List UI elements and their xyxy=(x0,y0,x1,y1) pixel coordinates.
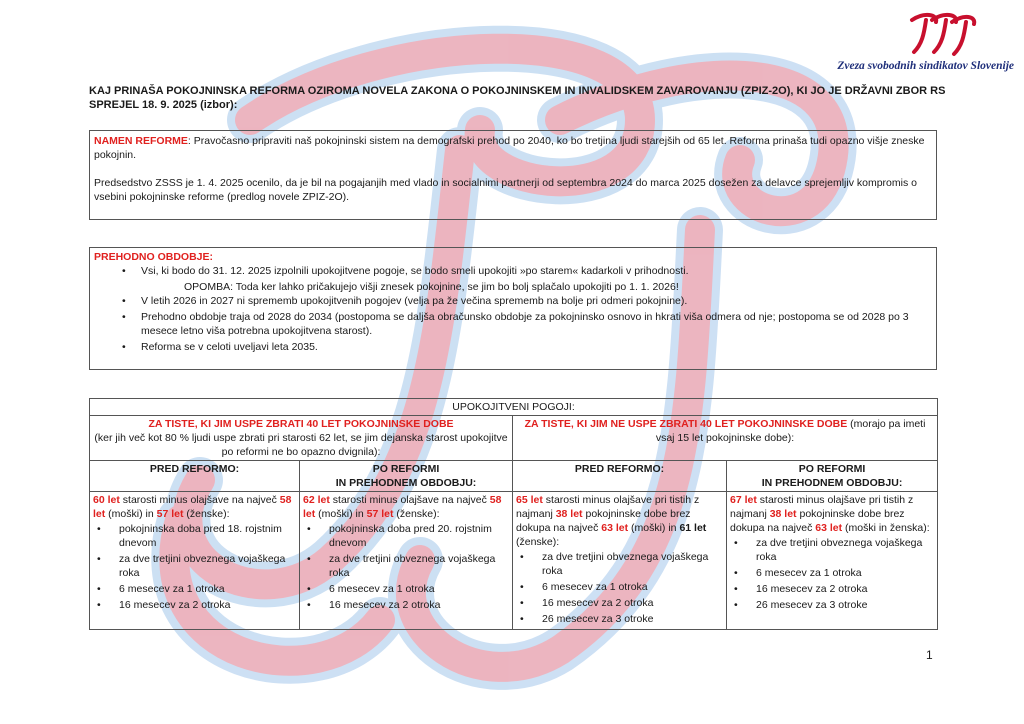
bullet-icon: • xyxy=(307,583,311,595)
transition-list-2 xyxy=(94,294,932,354)
cell-a-before: 60 let starosti minus olajšave na največ 58 let (moški) in 57 let (ženske): • pokojninska doba pred 18. rojstnim dnevom • za dve tretjini obveznega vojaškega roka • 6 mesecev za 1 otroka • 16 mesecev za 2 otroka xyxy=(90,492,300,630)
list-item: • 6 mesecev za 1 otroka xyxy=(520,581,648,593)
list-item: • za dve tretjini obveznega vojaškega roka xyxy=(520,551,709,577)
organization-name: Zveza svobodnih sindikatov Slovenije xyxy=(837,60,1014,72)
bullet-icon: • xyxy=(122,265,126,277)
purpose-box xyxy=(89,130,937,220)
cell-b-before: 65 let starosti minus olajšave pri tistih z najmanj 38 let pokojninske dobe brez dokupa na največ 63 let (moški) in 61 let (ženske): • za dve tretjini obveznega vojaškega roka • 6 mesecev za 1 otroka • 16 mesecev za 2 otroka • 26 mesecev za 3 otroke xyxy=(513,492,727,630)
transition-list xyxy=(94,264,932,278)
bullet-icon: • xyxy=(122,295,126,307)
col-header-after-a: PO REFORMI IN PREHODNEM OBDOBJU: xyxy=(300,461,513,492)
cell-a-after: 62 let starosti minus olajšave na največ 58 let (moški) in 57 let (ženske): • pokojninska doba pred 20. rojstnim dnevom • za dve tretjini obveznega vojaškega roka • 6 mesecev za 1 otroka • 16 mesecev za 2 otroka xyxy=(300,492,513,630)
group-a-title: ZA TISTE, KI JIM USPE ZBRATI 40 LET POKOJNINSKE DOBE xyxy=(148,418,454,430)
bullet-icon: • xyxy=(734,599,738,611)
bullet-icon: • xyxy=(520,613,524,625)
transition-label: PREHODNO OBDOBJE: xyxy=(94,251,214,263)
list-item: • 26 mesecev za 3 otroke xyxy=(734,599,868,611)
retirement-conditions-table xyxy=(89,398,938,630)
bullet-icon: • xyxy=(734,583,738,595)
col-header-after-b: PO REFORMI IN PREHODNEM OBDOBJU: xyxy=(727,461,938,492)
relief-list xyxy=(730,536,934,612)
group-a-subtitle: (ker jih več kot 80 % ljudi uspe zbrati pri starosti 62 let, se jim dejanska starost upokojitve po reformi ne bo opazno dvignila): xyxy=(94,432,508,458)
list-item: • za dve tretjini obveznega vojaškega roka xyxy=(307,553,496,579)
list-item: • Vsi, ki bodo do 31. 12. 2025 izpolnili upokojitvene pogoje, se bodo smeli upokojiti »po starem« kadarkoli v prihodnosti. xyxy=(122,265,689,277)
bullet-icon: • xyxy=(734,537,738,549)
relief-list xyxy=(303,522,509,612)
bullet-icon: • xyxy=(520,597,524,609)
bullet-icon: • xyxy=(734,567,738,579)
bullet-icon: • xyxy=(122,311,126,323)
document-title: KAJ PRINAŠA POKOJNINSKA REFORMA OZIROMA NOVELA ZAKONA O POKOJNINSKEM IN INVALIDSKEM ZAVAROVANJU (ZPIZ-2O), KI JO JE DRŽAVNI ZBOR RS SPREJEL 18. 9. 2025 (izbor): xyxy=(89,85,946,111)
list-item: • 16 mesecev za 2 otroka xyxy=(97,599,231,611)
cell-b-after: 67 let starosti minus olajšave pri tistih z najmanj 38 let pokojninske dobe brez dokupa na največ 63 let (moški in ženska): • za dve tretjini obveznega vojaškega roka • 6 mesecev za 1 otroka • 16 mesecev za 2 otroka • 26 mesecev za 3 otroke xyxy=(727,492,938,630)
bullet-icon: • xyxy=(520,581,524,593)
bullet-icon: • xyxy=(97,583,101,595)
group-b-subtitle: (morajo pa imeti vsaj 15 let pokojninske dobe): xyxy=(655,418,926,444)
bullet-icon: • xyxy=(122,341,126,353)
purpose-text: : Pravočasno pripraviti naš pokojninski sistem na demografski prehod po 2040, ko bo tretjina ljudi starejših od 65 let. Reforma prinaša tudi opazno višje zneske pokojnin. xyxy=(94,135,925,161)
bullet-icon: • xyxy=(307,599,311,611)
bullet-icon: • xyxy=(97,599,101,611)
relief-list xyxy=(516,550,723,626)
purpose-paragraph xyxy=(94,134,932,162)
group-a-header xyxy=(90,416,513,461)
list-item: • 16 mesecev za 2 otroka xyxy=(520,597,654,609)
list-item: • Prehodno obdobje traja od 2028 do 2034 (postopoma se daljša obračunsko obdobje za pokojninsko osnovo in hkrati viša odmera od nje; postopoma se od 2028 po 3 mesece letno viša potrebna upokojitvena starost). xyxy=(122,311,909,337)
bullet-icon: • xyxy=(307,523,311,535)
bullet-icon: • xyxy=(520,551,524,563)
bullet-icon: • xyxy=(97,553,101,565)
presidency-paragraph: Predsedstvo ZSSS je 1. 4. 2025 ocenilo, da je bil na pogajanjih med vlado in socialnimi partnerji od septembra 2024 do marca 2025 dosežen za delavce sprejemljiv kompromis o vsebini pokojninske reforme (predlog novele ZPIZ-2O). xyxy=(94,177,917,203)
list-item: • Reforma se v celoti uveljavi leta 2035. xyxy=(122,341,318,353)
group-b-title: ZA TISTE, KI JIM NE USPE ZBRATI 40 LET POKOJNINSKE DOBE xyxy=(524,418,848,430)
col-header-before-b: PRED REFORMO: xyxy=(513,461,727,492)
list-item: • 6 mesecev za 1 otroka xyxy=(307,583,435,595)
page-number: 1 xyxy=(926,648,933,662)
list-item: • 16 mesecev za 2 otroka xyxy=(734,583,868,595)
transition-box xyxy=(89,247,937,370)
transition-note: OPOMBA: Toda ker lahko pričakujejo višji znesek pokojnine, se jim bo bolj splačalo upokojiti po 1. 1. 2026! xyxy=(184,281,679,293)
bullet-icon: • xyxy=(97,523,101,535)
bullet-icon: • xyxy=(307,553,311,565)
list-item: • pokojninska doba pred 18. rojstnim dnevom xyxy=(97,523,282,549)
relief-list xyxy=(93,522,296,612)
list-item: • 6 mesecev za 1 otroka xyxy=(734,567,862,579)
zsss-logo-icon xyxy=(906,10,978,60)
list-item: • pokojninska doba pred 20. rojstnim dnevom xyxy=(307,523,492,549)
list-item: • 16 mesecev za 2 otroka xyxy=(307,599,441,611)
list-item: • za dve tretjini obveznega vojaškega roka xyxy=(97,553,286,579)
list-item: • V letih 2026 in 2027 ni sprememb upokojitvenih pogojev (velja pa že večina sprememb na bolje pri odmeri pokojnine). xyxy=(122,295,688,307)
list-item: • za dve tretjini obveznega vojaškega roka xyxy=(734,537,923,563)
list-item: • 6 mesecev za 1 otroka xyxy=(97,583,225,595)
list-item: • 26 mesecev za 3 otroke xyxy=(520,613,654,625)
col-header-before-a: PRED REFORMO: xyxy=(90,461,300,492)
table-title: UPOKOJITVENI POGOJI: xyxy=(90,399,938,416)
purpose-label: NAMEN REFORME xyxy=(94,135,188,147)
group-b-header xyxy=(513,416,938,461)
